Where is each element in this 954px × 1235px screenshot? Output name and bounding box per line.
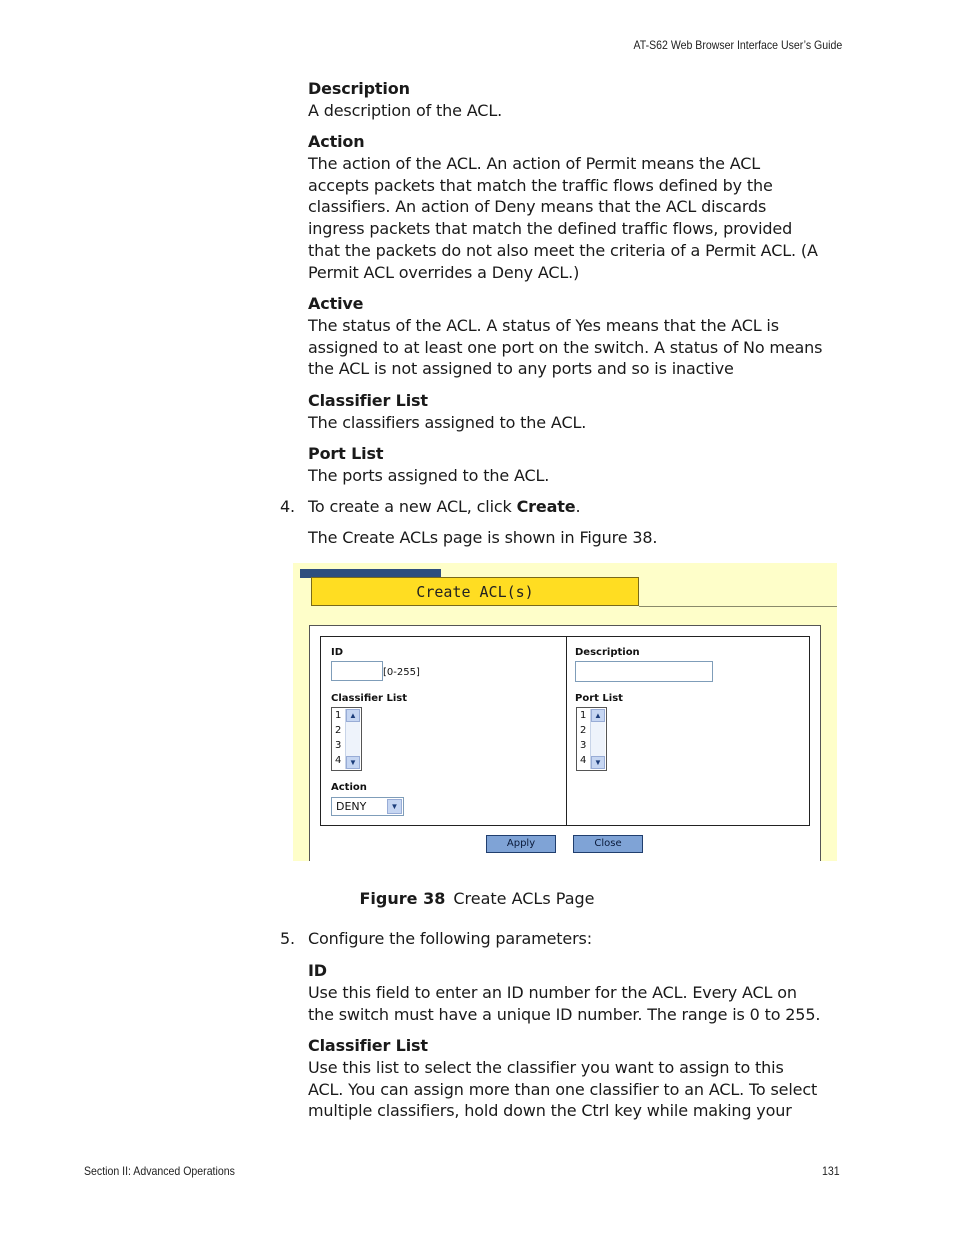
id-range-hint: [0-255] (383, 667, 420, 678)
field-classifier-list (308, 390, 823, 434)
create-keyword: Create (516, 497, 576, 516)
list-item[interactable]: 3 (580, 740, 587, 751)
caption-label: Figure 38 (359, 889, 446, 908)
scroll-up-icon[interactable]: ▲ (591, 709, 605, 722)
port-list-label: Port List (575, 693, 623, 704)
close-button[interactable]: Close (573, 835, 643, 853)
field-term: Classifier List (308, 1036, 428, 1055)
field-active (308, 293, 823, 380)
port-scrollbar[interactable] (590, 709, 605, 769)
create-acls-screenshot (293, 563, 837, 861)
field-term: Classifier List (308, 391, 428, 410)
field-port-list (308, 443, 823, 487)
scroll-down-icon[interactable]: ▼ (591, 756, 605, 769)
field-id (308, 960, 823, 1025)
step-5-text: Configure the following parameters: (308, 929, 592, 948)
id-input[interactable] (331, 661, 383, 681)
step-number: 4. (280, 497, 295, 516)
field-text: The action of the ACL. An action of Permit means the ACL accepts packets that match the traffic flows defined by the classifiers. An action of Deny means that the ACL discards ingress packets that match the defined traffic flows, provided that the packets do not also meet the criteria of a Permit ACL. (A Permit ACL overrides a Deny ACL.) (308, 153, 818, 282)
field-term: ID (308, 961, 327, 980)
page-number: 131 (822, 1164, 840, 1178)
apply-button[interactable]: Apply (486, 835, 556, 853)
field-classifier-list-2 (308, 1035, 823, 1122)
id-label: ID (331, 647, 344, 658)
description-label: Description (575, 647, 640, 658)
step-4-text (308, 496, 823, 518)
field-term: Port List (308, 444, 384, 463)
form-panel (309, 625, 821, 861)
action-label: Action (331, 782, 367, 793)
list-item[interactable]: 4 (335, 755, 342, 766)
field-text: Use this field to enter an ID number for the ACL. Every ACL on the switch must have a unique ID number. The range is 0 to 255. (308, 982, 821, 1024)
list-item[interactable]: 1 (580, 710, 587, 721)
scroll-up-icon[interactable]: ▲ (346, 709, 360, 722)
classifier-listbox[interactable] (331, 707, 362, 771)
field-text: Use this list to select the classifier you want to assign to this ACL. You can assign more than one classifier to an ACL. To select multiple classifiers, hold down the Ctrl key while making your (308, 1057, 818, 1121)
list-item[interactable]: 2 (335, 725, 342, 736)
field-text: The classifiers assigned to the ACL. (308, 412, 587, 432)
field-term: Action (308, 132, 365, 151)
field-description (308, 78, 823, 122)
list-item[interactable]: 4 (580, 755, 587, 766)
figure-caption (0, 889, 954, 908)
list-item[interactable]: 1 (335, 710, 342, 721)
list-item[interactable]: 3 (335, 740, 342, 751)
action-value: DENY (336, 800, 367, 813)
footer-section: Section II: Advanced Operations (84, 1164, 235, 1178)
field-term: Description (308, 79, 410, 98)
step-4-followup: The Create ACLs page is shown in Figure 38. (308, 528, 658, 547)
list-item[interactable]: 2 (580, 725, 587, 736)
step-text: To create a new ACL, click (308, 497, 517, 516)
port-listbox[interactable] (576, 707, 607, 771)
chevron-down-icon[interactable]: ▼ (387, 799, 402, 814)
field-text: The status of the ACL. A status of Yes means that the ACL is assigned to at least one port on the switch. A status of No means the ACL is not assigned to any ports and so is inactive (308, 315, 823, 379)
form-box (320, 636, 810, 826)
field-action (308, 131, 823, 284)
step-text-end: . (575, 497, 581, 516)
classifier-list-label: Classifier List (331, 693, 407, 704)
classifier-scrollbar[interactable] (345, 709, 360, 769)
column-divider (566, 637, 567, 825)
description-input[interactable] (575, 661, 713, 682)
action-select[interactable] (331, 797, 404, 816)
running-header: AT-S62 Web Browser Interface User’s Guide (633, 38, 842, 52)
tab-create-acls[interactable]: Create ACL(s) (311, 577, 639, 606)
tab-rule (639, 606, 837, 607)
scroll-down-icon[interactable]: ▼ (346, 756, 360, 769)
field-term: Active (308, 294, 364, 313)
field-text: A description of the ACL. (308, 100, 503, 120)
field-text: The ports assigned to the ACL. (308, 465, 550, 485)
step-number: 5. (280, 929, 295, 948)
caption-text: Create ACLs Page (453, 889, 595, 908)
